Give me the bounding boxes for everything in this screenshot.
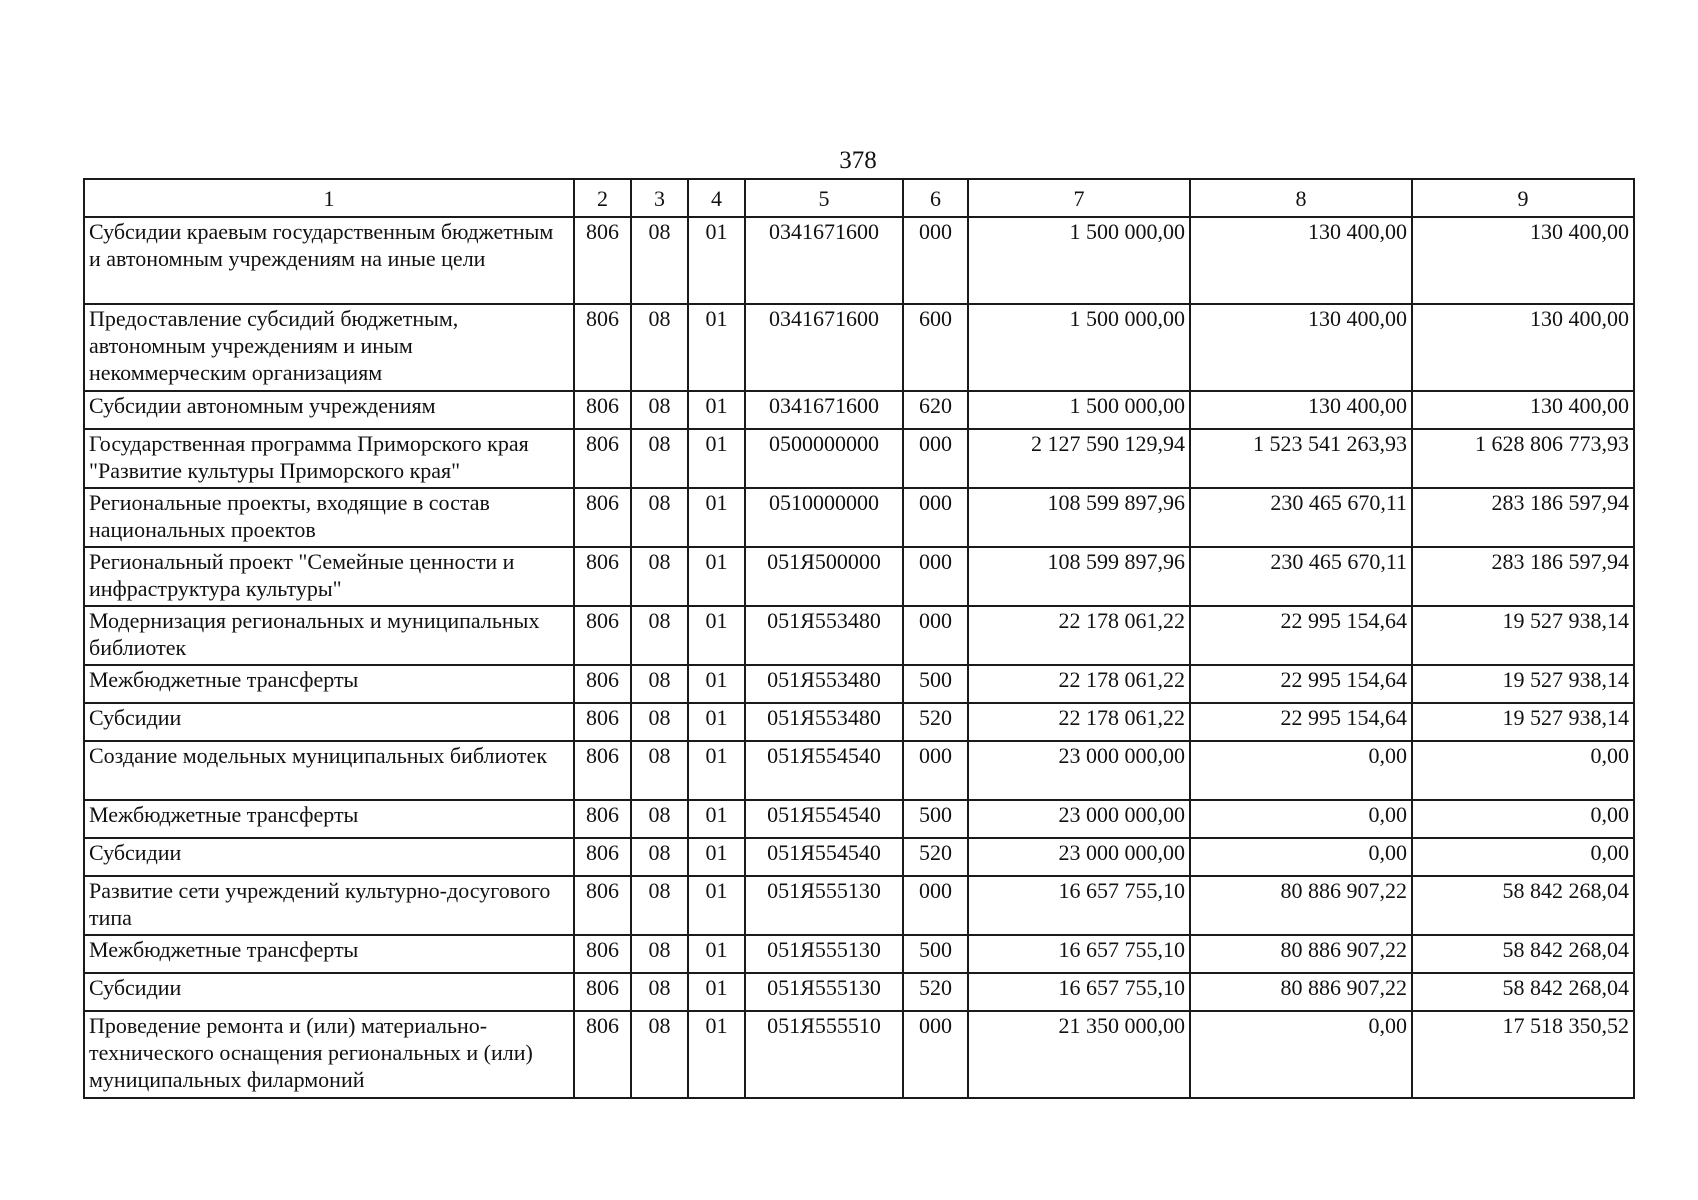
row-col-2: 806: [574, 665, 631, 703]
row-col-8: 22 995 154,64: [1190, 665, 1412, 703]
column-header-7: 7: [968, 179, 1190, 217]
row-name: Региональные проекты, входящие в состав национальных проектов: [84, 488, 574, 547]
row-col-2: 806: [574, 304, 631, 391]
row-name: Предоставление субсидий бюджетным, автономным учреждениям и иным некоммерческим организациям: [84, 304, 574, 391]
row-col-5: 051Я500000: [745, 547, 903, 606]
row-col-2: 806: [574, 429, 631, 488]
row-col-8: 80 886 907,22: [1190, 973, 1412, 1011]
row-col-6: 500: [903, 800, 968, 838]
row-col-7: 2 127 590 129,94: [968, 429, 1190, 488]
row-name: Модернизация региональных и муниципальных библиотек: [84, 606, 574, 665]
row-col-4: 01: [688, 935, 745, 973]
row-col-2: 806: [574, 547, 631, 606]
table-row: [84, 606, 1634, 665]
row-col-6: 500: [903, 935, 968, 973]
row-col-7: 108 599 897,96: [968, 547, 1190, 606]
row-col-7: 22 178 061,22: [968, 665, 1190, 703]
row-col-4: 01: [688, 838, 745, 876]
row-col-9: 130 400,00: [1412, 217, 1634, 304]
table-row: [84, 665, 1634, 703]
row-col-9: 283 186 597,94: [1412, 547, 1634, 606]
row-col-5: 051Я553480: [745, 606, 903, 665]
row-col-8: 130 400,00: [1190, 217, 1412, 304]
row-name: Межбюджетные трансферты: [84, 800, 574, 838]
table-row: [84, 1011, 1634, 1098]
row-col-3: 08: [631, 935, 688, 973]
row-col-7: 23 000 000,00: [968, 838, 1190, 876]
row-col-6: 520: [903, 973, 968, 1011]
row-col-3: 08: [631, 876, 688, 935]
row-col-4: 01: [688, 304, 745, 391]
table-row: [84, 876, 1634, 935]
row-col-4: 01: [688, 429, 745, 488]
row-name: Государственная программа Приморского края "Развитие культуры Приморского края": [84, 429, 574, 488]
row-col-2: 806: [574, 838, 631, 876]
row-col-3: 08: [631, 973, 688, 1011]
column-header-1: 1: [84, 179, 574, 217]
column-header-5: 5: [745, 179, 903, 217]
row-name: Создание модельных муниципальных библиотек: [84, 741, 574, 800]
row-col-2: 806: [574, 217, 631, 304]
row-col-4: 01: [688, 391, 745, 429]
row-col-5: 051Я554540: [745, 800, 903, 838]
row-col-2: 806: [574, 391, 631, 429]
row-name: Межбюджетные трансферты: [84, 935, 574, 973]
row-col-5: 0500000000: [745, 429, 903, 488]
row-col-3: 08: [631, 606, 688, 665]
row-col-9: 19 527 938,14: [1412, 665, 1634, 703]
table-row: [84, 703, 1634, 741]
column-header-9: 9: [1412, 179, 1634, 217]
row-col-9: 0,00: [1412, 741, 1634, 800]
row-col-2: 806: [574, 703, 631, 741]
column-header-8: 8: [1190, 179, 1412, 217]
row-col-7: 108 599 897,96: [968, 488, 1190, 547]
column-header-4: 4: [688, 179, 745, 217]
row-col-5: 051Я553480: [745, 665, 903, 703]
row-col-2: 806: [574, 800, 631, 838]
row-name: Межбюджетные трансферты: [84, 665, 574, 703]
column-header-6: 6: [903, 179, 968, 217]
row-col-9: 19 527 938,14: [1412, 606, 1634, 665]
row-name: Субсидии автономным учреждениям: [84, 391, 574, 429]
row-col-8: 130 400,00: [1190, 391, 1412, 429]
row-col-7: 1 500 000,00: [968, 391, 1190, 429]
column-header-3: 3: [631, 179, 688, 217]
row-col-4: 01: [688, 606, 745, 665]
row-col-9: 58 842 268,04: [1412, 973, 1634, 1011]
row-col-8: 230 465 670,11: [1190, 488, 1412, 547]
row-col-5: 0510000000: [745, 488, 903, 547]
budget-table: [83, 178, 1635, 1099]
row-col-2: 806: [574, 973, 631, 1011]
row-col-4: 01: [688, 703, 745, 741]
row-col-8: 0,00: [1190, 741, 1412, 800]
table-row: [84, 800, 1634, 838]
row-col-8: 1 523 541 263,93: [1190, 429, 1412, 488]
row-col-8: 230 465 670,11: [1190, 547, 1412, 606]
row-col-6: 000: [903, 741, 968, 800]
row-col-8: 0,00: [1190, 1011, 1412, 1098]
row-col-2: 806: [574, 741, 631, 800]
table-row: [84, 741, 1634, 800]
row-col-3: 08: [631, 391, 688, 429]
row-col-4: 01: [688, 973, 745, 1011]
row-col-9: 130 400,00: [1412, 391, 1634, 429]
row-col-2: 806: [574, 1011, 631, 1098]
row-col-4: 01: [688, 1011, 745, 1098]
row-col-2: 806: [574, 606, 631, 665]
row-col-3: 08: [631, 838, 688, 876]
row-col-7: 22 178 061,22: [968, 606, 1190, 665]
row-col-2: 806: [574, 876, 631, 935]
row-name: Субсидии: [84, 973, 574, 1011]
row-col-2: 806: [574, 488, 631, 547]
row-col-6: 520: [903, 838, 968, 876]
row-col-4: 01: [688, 217, 745, 304]
row-col-3: 08: [631, 304, 688, 391]
row-col-3: 08: [631, 1011, 688, 1098]
row-col-6: 000: [903, 547, 968, 606]
row-col-6: 600: [903, 304, 968, 391]
row-col-8: 80 886 907,22: [1190, 935, 1412, 973]
row-col-3: 08: [631, 800, 688, 838]
row-col-4: 01: [688, 741, 745, 800]
row-col-4: 01: [688, 876, 745, 935]
row-col-6: 000: [903, 876, 968, 935]
row-col-8: 22 995 154,64: [1190, 703, 1412, 741]
row-col-9: 0,00: [1412, 838, 1634, 876]
table-row: [84, 391, 1634, 429]
row-col-7: 23 000 000,00: [968, 741, 1190, 800]
row-col-9: 0,00: [1412, 800, 1634, 838]
table-row: [84, 488, 1634, 547]
row-col-3: 08: [631, 429, 688, 488]
row-col-6: 620: [903, 391, 968, 429]
row-col-5: 0341671600: [745, 391, 903, 429]
row-col-3: 08: [631, 665, 688, 703]
row-col-3: 08: [631, 217, 688, 304]
table-row: [84, 838, 1634, 876]
table-row: [84, 429, 1634, 488]
table-row: [84, 217, 1634, 304]
row-col-8: 0,00: [1190, 800, 1412, 838]
row-col-7: 22 178 061,22: [968, 703, 1190, 741]
row-col-2: 806: [574, 935, 631, 973]
row-col-5: 0341671600: [745, 217, 903, 304]
row-col-3: 08: [631, 703, 688, 741]
row-col-4: 01: [688, 488, 745, 547]
row-col-5: 051Я554540: [745, 741, 903, 800]
header-row: [84, 179, 1634, 217]
row-name: Развитие сети учреждений культурно-досугового типа: [84, 876, 574, 935]
row-name: Региональный проект "Семейные ценности и инфраструктура культуры": [84, 547, 574, 606]
row-col-8: 0,00: [1190, 838, 1412, 876]
table-row: [84, 304, 1634, 391]
row-col-9: 17 518 350,52: [1412, 1011, 1634, 1098]
table-row: [84, 547, 1634, 606]
row-col-9: 130 400,00: [1412, 304, 1634, 391]
row-col-3: 08: [631, 741, 688, 800]
row-col-7: 21 350 000,00: [968, 1011, 1190, 1098]
row-col-9: 1 628 806 773,93: [1412, 429, 1634, 488]
row-col-6: 000: [903, 488, 968, 547]
row-name: Субсидии краевым государственным бюджетным и автономным учреждениям на иные цели: [84, 217, 574, 304]
row-col-7: 1 500 000,00: [968, 217, 1190, 304]
row-col-9: 19 527 938,14: [1412, 703, 1634, 741]
row-col-5: 0341671600: [745, 304, 903, 391]
row-col-7: 1 500 000,00: [968, 304, 1190, 391]
row-col-6: 000: [903, 429, 968, 488]
row-col-7: 16 657 755,10: [968, 935, 1190, 973]
row-col-5: 051Я555130: [745, 935, 903, 973]
row-col-5: 051Я553480: [745, 703, 903, 741]
row-col-6: 000: [903, 606, 968, 665]
row-col-6: 000: [903, 217, 968, 304]
row-col-8: 22 995 154,64: [1190, 606, 1412, 665]
row-col-8: 80 886 907,22: [1190, 876, 1412, 935]
row-col-9: 58 842 268,04: [1412, 935, 1634, 973]
row-col-3: 08: [631, 488, 688, 547]
row-col-6: 520: [903, 703, 968, 741]
row-col-7: 16 657 755,10: [968, 973, 1190, 1011]
row-col-5: 051Я555510: [745, 1011, 903, 1098]
row-name: Субсидии: [84, 703, 574, 741]
row-col-4: 01: [688, 800, 745, 838]
row-col-7: 23 000 000,00: [968, 800, 1190, 838]
row-col-6: 500: [903, 665, 968, 703]
row-col-9: 58 842 268,04: [1412, 876, 1634, 935]
row-col-5: 051Я555130: [745, 973, 903, 1011]
row-col-9: 283 186 597,94: [1412, 488, 1634, 547]
column-header-2: 2: [574, 179, 631, 217]
row-col-4: 01: [688, 547, 745, 606]
page-number: 378: [839, 147, 877, 174]
row-col-8: 130 400,00: [1190, 304, 1412, 391]
row-name: Субсидии: [84, 838, 574, 876]
table-row: [84, 973, 1634, 1011]
row-name: Проведение ремонта и (или) материально-технического оснащения региональных и (или) муниципальных филармоний: [84, 1011, 574, 1098]
row-col-6: 000: [903, 1011, 968, 1098]
row-col-5: 051Я554540: [745, 838, 903, 876]
row-col-7: 16 657 755,10: [968, 876, 1190, 935]
table-row: [84, 935, 1634, 973]
row-col-3: 08: [631, 547, 688, 606]
row-col-4: 01: [688, 665, 745, 703]
row-col-5: 051Я555130: [745, 876, 903, 935]
